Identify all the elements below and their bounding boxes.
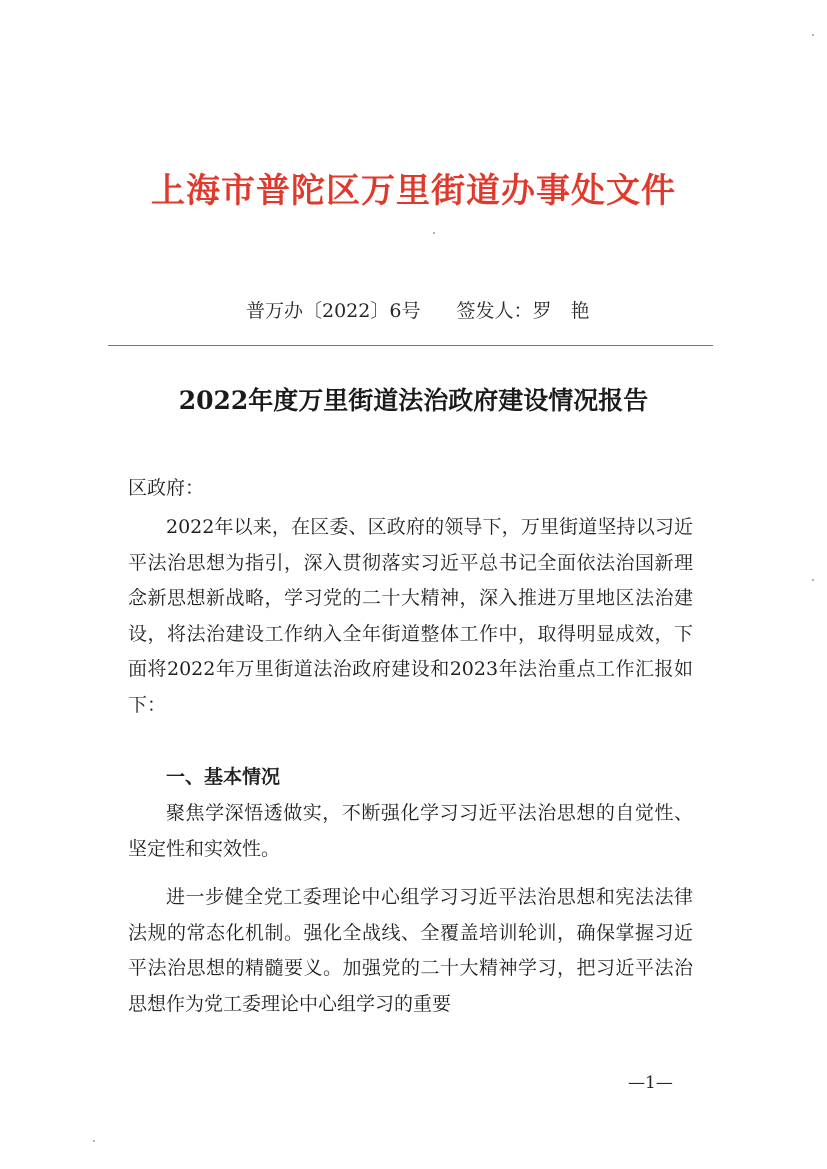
document-number: 普万办〔2022〕6号 <box>246 300 421 322</box>
issuer-header: 上海市普陀区万里街道办事处文件 <box>151 171 676 211</box>
signer: 签发人：罗 艳 <box>456 300 590 322</box>
section-heading: 一、基本情况 <box>166 766 281 788</box>
scan-artifact <box>812 34 814 36</box>
report-title: 2022年度万里街道法治政府建设情况报告 <box>178 386 649 415</box>
addressee: 区政府： <box>128 477 205 499</box>
body-paragraph: 聚焦学深悟透做实，不断强化学习习近平法治思想的自觉性、坚定性和实效性。 <box>128 802 693 860</box>
red-divider <box>108 345 713 346</box>
scan-artifact <box>812 579 814 581</box>
page-number: —1— <box>628 1073 673 1093</box>
body-paragraph: 进一步健全党工委理论中心组学习习近平法治思想和宪法法律法规的常态化机制。强化全战线、全覆盖培训轮训，确保掌握习近平法治思想的精髓要义。加强党的二十大精神学习，把习近平法治思想作为党工委理论中心组学习的重要 <box>128 886 693 1015</box>
scan-artifact <box>433 232 435 234</box>
intro-paragraph: 2022年以来，在区委、区政府的领导下，万里街道坚持以习近平法治思想为指引，深入贯彻落实习近平总书记全面依法治国新理念新思想新战略，学习党的二十大精神，深入推进万里地区法治建设，将法治建设工作纳入全年街道整体工作中，取得明显成效，下面将2022年万里街道法治政府建设和2023年法治重点工作汇报如下： <box>128 516 693 716</box>
scan-artifact <box>93 1140 95 1142</box>
document-number-line <box>246 296 589 323</box>
